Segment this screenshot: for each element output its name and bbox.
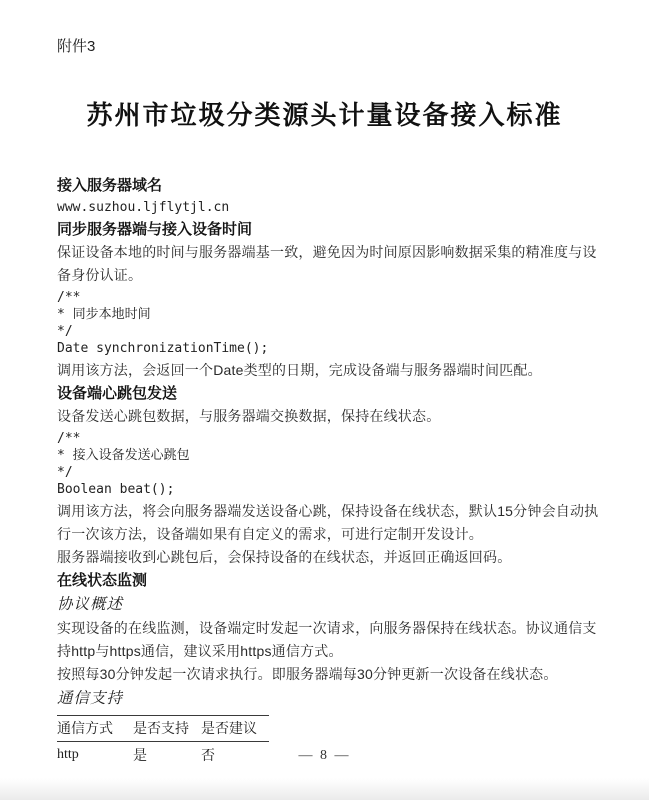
body-line: 备身份认证。 — [57, 267, 143, 283]
code-line: /** — [57, 431, 81, 446]
code-line: * 接入设备发送心跳包 — [57, 448, 190, 463]
body-line: 调用该方法，会返回一个Date类型的日期，完成设备端与服务器端时间匹配。 — [57, 362, 542, 378]
body-line: 服务器端接收到心跳包后，会保持设备的在线状态，并返回正确返回码。 — [57, 549, 512, 565]
section-heading-heartbeat: 设备端心跳包发送 — [57, 385, 178, 402]
code-line: */ — [57, 324, 73, 339]
code-line: Boolean beat(); — [57, 482, 175, 497]
body-line: 保证设备本地的时间与服务器端基一致，避免因为时间原因影响数据采集的精准度与设 — [57, 244, 597, 260]
scan-bottom-edge — [0, 778, 649, 800]
section-heading-server-domain: 接入服务器域名 — [57, 177, 163, 194]
table-header-row — [57, 716, 269, 742]
table-cell-method: http — [57, 747, 79, 762]
table-header-supported: 是否支持 — [133, 716, 201, 742]
paragraph-heartbeat-intro — [57, 405, 592, 428]
section-heading-online-status: 在线状态监测 — [57, 572, 148, 589]
body-line: 持http与https通信，建议采用https通信方式。 — [57, 643, 343, 659]
table-cell-suggested: 否 — [201, 747, 215, 763]
page-title: 苏州市垃圾分类源头计量设备接入标准 — [86, 101, 563, 130]
document-body — [57, 174, 599, 769]
body-line: 实现设备的在线监测，设备端定时发起一次请求，向服务器保持在线状态。协议通信支 — [57, 620, 597, 636]
body-line: 按照每30分钟发起一次请求执行。即服务器端每30分钟更新一次设备在线状态。 — [57, 666, 558, 682]
code-block-sync-time — [57, 289, 592, 357]
code-block-beat — [57, 430, 592, 498]
body-line: 设备发送心跳包数据，与服务器端交换数据，保持在线状态。 — [57, 408, 441, 424]
table-cell-supported: 是 — [133, 747, 147, 763]
paragraph-online-monitor — [57, 617, 597, 663]
body-line: 行一次该方法，设备端如果有自定义的需求，可进行定制开发设计。 — [57, 526, 483, 542]
attachment-label: 附件3 — [57, 38, 96, 55]
code-line: */ — [57, 465, 73, 480]
page-number: — 8 — — [298, 748, 351, 763]
paragraph-sync-method — [57, 359, 592, 382]
code-line: /** — [57, 290, 81, 305]
body-line: 调用该方法，将会向服务器端发送设备心跳，保持设备在线状态，默认15分钟会自动执 — [57, 503, 599, 519]
subheading-protocol-overview: 协议概述 — [57, 596, 124, 613]
section-heading-time-sync: 同步服务器端与接入设备时间 — [57, 221, 253, 238]
code-line: www.suzhou.ljflytjl.cn — [57, 200, 230, 215]
table-header-suggested: 是否建议 — [201, 716, 269, 742]
code-line: Date synchronizationTime(); — [57, 341, 269, 356]
subheading-communication-support: 通信支持 — [57, 690, 124, 707]
paragraph-time-sync — [57, 241, 597, 287]
table-header-method: 通信方式 — [57, 716, 133, 742]
code-line: * 同步本地时间 — [57, 307, 151, 322]
code-block-domain — [57, 199, 592, 216]
paragraph-request-interval — [57, 663, 592, 686]
paragraph-beat-method — [57, 500, 599, 546]
paragraph-beat-server — [57, 546, 592, 569]
